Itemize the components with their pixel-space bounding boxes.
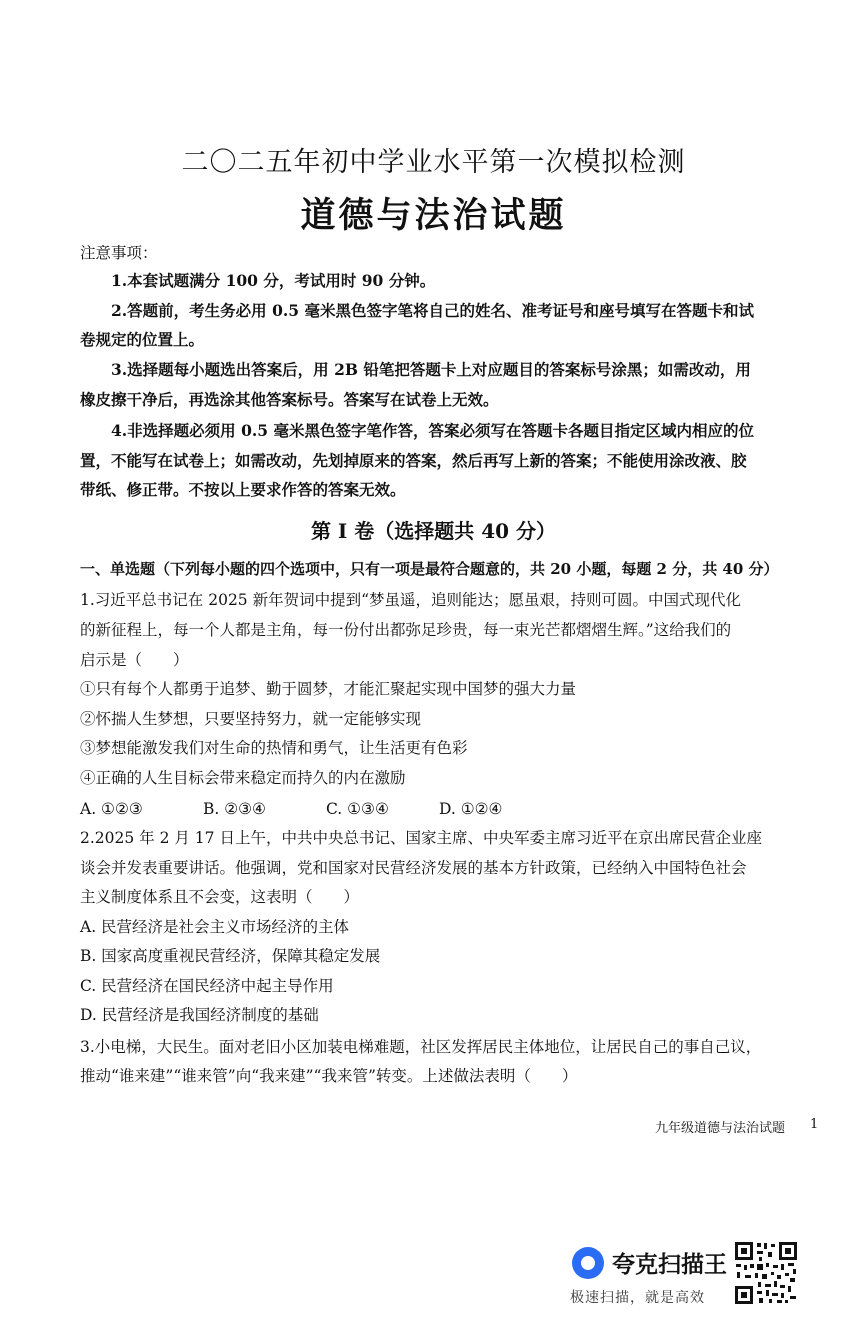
- note-2-line-1: 2.答题前，考生务必用 0.5 毫米黑色签字笔将自己的姓名、准考证号和座号填写在答题卡和试: [111, 301, 754, 320]
- q2-option-c: C. 民营经济在国民经济中起主导作用: [80, 977, 334, 995]
- q1-statement-3: ③梦想能激发我们对生命的热情和勇气，让生活更有色彩: [80, 739, 468, 757]
- q1-option-a: A. ①②③: [80, 800, 143, 818]
- qr-code-icon: [733, 1240, 799, 1306]
- q3-stem-line-1: 3.小电梯，大民生。面对老旧小区加装电梯难题，社区发挥居民主体地位，让居民自己的事自己议，: [80, 1038, 762, 1056]
- q2-option-b: B. 国家高度重视民营经济，保障其稳定发展: [80, 947, 381, 965]
- q2-stem-line-1: 2.2025 年 2 月 17 日上午，中共中央总书记、国家主席、中央军委主席习近平在京出席民营企业座: [80, 829, 762, 847]
- note-1: 1.本套试题满分 100 分，考试用时 90 分钟。: [111, 271, 436, 290]
- q2-option-a: A. 民营经济是社会主义市场经济的主体: [80, 918, 350, 936]
- scanner-slogan: 极速扫描，就是高效: [570, 1290, 705, 1306]
- note-3-line-1: 3.选择题每小题选出答案后，用 2B 铅笔把答题卡上对应题目的答案标号涂黑；如需改动，用: [111, 360, 751, 379]
- scanner-app-name: 夸克扫描王: [612, 1252, 727, 1278]
- page-number: 1: [810, 1117, 819, 1132]
- q1-option-b: B. ②③④: [203, 800, 266, 818]
- section-title: 第 I 卷（选择题共 40 分）: [310, 519, 557, 543]
- q1-statement-2: ②怀揣人生梦想，只要坚持努力，就一定能够实现: [80, 710, 422, 728]
- q1-option-d: D. ①②④: [439, 800, 503, 818]
- section-instruction: 一、单选题（下列每小题的四个选项中，只有一项是最符合题意的，共 20 小题，每题 2 分，共 40 分）: [80, 560, 779, 578]
- q1-stem-line-3: 启示是（ ）: [80, 651, 189, 669]
- q1-statement-4: ④正确的人生目标会带来稳定而持久的内在激励: [80, 769, 406, 787]
- note-4-line-1: 4.非选择题必须用 0.5 毫米黑色签字笔作答，答案必须写在答题卡各题目指定区域内相应的位: [111, 421, 754, 440]
- q2-stem-line-2: 谈会并发表重要讲话。他强调，党和国家对民营经济发展的基本方针政策，已经纳入中国特色社会: [80, 859, 747, 877]
- footer-label: 九年级道德与法治试题: [655, 1121, 786, 1136]
- scanner-logo-icon: [572, 1247, 604, 1279]
- q2-stem-line-3: 主义制度体系且不会变，这表明（ ）: [80, 888, 360, 906]
- exam-title: 二〇二五年初中学业水平第一次模拟检测: [181, 147, 686, 178]
- q1-statement-1: ①只有每个人都勇于追梦、勤于圆梦，才能汇聚起实现中国梦的强大力量: [80, 680, 577, 698]
- note-4-line-2: 置，不能写在试卷上；如需改动，先划掉原来的答案，然后再写上新的答案；不能使用涂改液、胶: [80, 451, 747, 470]
- notes-heading: 注意事项：: [80, 244, 158, 262]
- note-4-line-3: 带纸、修正带。不按以上要求作答的答案无效。: [80, 480, 406, 499]
- note-3-line-2: 橡皮擦干净后，再选涂其他答案标号。答案写在试卷上无效。: [80, 390, 499, 409]
- q1-stem-line-2: 的新征程上，每一个人都是主角，每一份付出都弥足珍贵，每一束光芒都熠熠生辉。”这给我们的: [80, 621, 732, 639]
- q1-stem-line-1: 1.习近平总书记在 2025 新年贺词中提到“梦虽遥，追则能达；愿虽艰，持则可圆。中国式现代化: [80, 591, 742, 609]
- q2-option-d: D. 民营经济是我国经济制度的基础: [80, 1006, 319, 1024]
- note-2-line-2: 卷规定的位置上。: [80, 330, 205, 349]
- q3-stem-line-2: 推动“谁来建”“谁来管”向“我来建”“我来管”转变。上述做法表明（ ）: [80, 1067, 578, 1085]
- q1-option-c: C. ①③④: [326, 800, 389, 818]
- subject-title: 道德与法治试题: [300, 195, 567, 236]
